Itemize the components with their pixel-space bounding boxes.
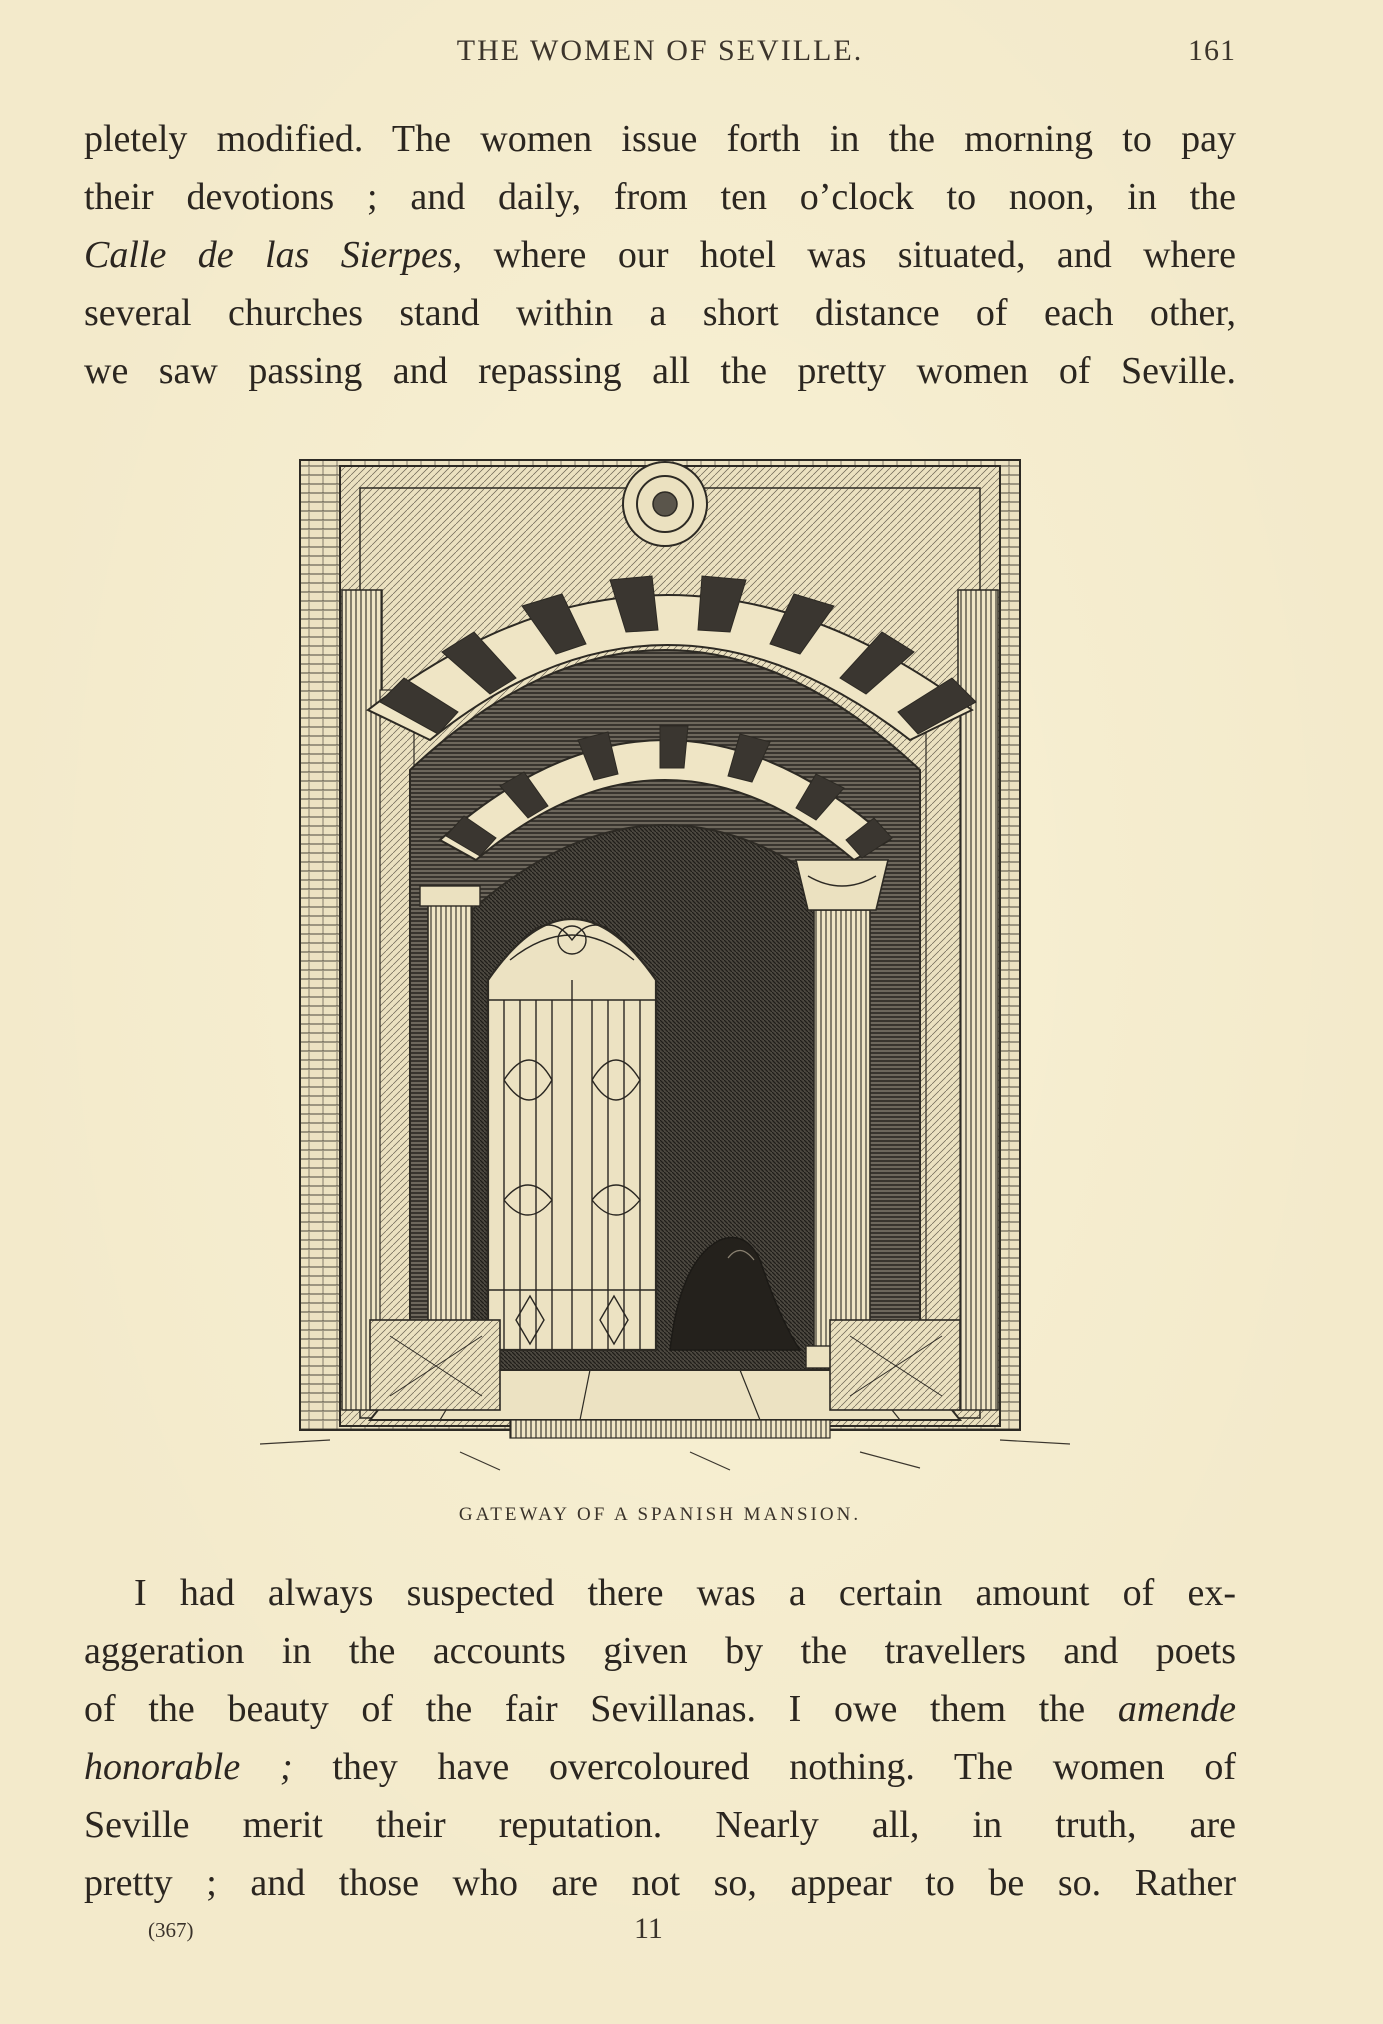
text-line: aggeration in the accounts given by the travellers and poets [84, 1630, 1236, 1672]
page-header [84, 34, 1236, 74]
street-name-italic: Calle de las Sierpes, [84, 234, 463, 276]
text-line [84, 226, 1236, 284]
paragraph-main [84, 1564, 1236, 1912]
text-line: Seville merit their reputation. Nearly all, in truth, are [84, 1804, 1236, 1846]
italic-phrase: honorable ; [84, 1746, 293, 1788]
gathering-mark: 11 [634, 1912, 663, 1945]
printer-signature: (367) [148, 1918, 194, 1942]
text-line: pletely modified. The women issue forth in the morning to pay [84, 118, 1236, 160]
figure-caption: GATEWAY OF A SPANISH MANSION. [458, 1504, 862, 1525]
running-title: THE WOMEN OF SEVILLE. [456, 34, 864, 67]
text-line-start: of the beauty of the fair Sevillanas. I owe them the [84, 1688, 1086, 1730]
italic-phrase: amende [1117, 1688, 1236, 1730]
text-line: I had always suspected there was a certain amount of ex- [134, 1572, 1236, 1614]
text-line-rest: they have overcoloured nothing. The women of [332, 1746, 1236, 1788]
text-line [84, 1738, 1236, 1796]
page-number: 161 [1188, 34, 1236, 67]
page-footer [84, 1912, 1236, 1952]
text-line [84, 1680, 1236, 1738]
text-line: several churches stand within a short distance of each other, [84, 292, 1236, 334]
text-line-rest: where our hotel was situated, and where [493, 234, 1237, 276]
text-line: pretty ; and those who are not so, appear to be so. Rather [84, 1862, 1236, 1904]
text-line: their devotions ; and daily, from ten o’clock to noon, in the [84, 176, 1236, 218]
paragraph-opening [84, 110, 1236, 400]
text-line: we saw passing and repassing all the pretty women of Seville. [84, 350, 1236, 392]
gateway-engraving [260, 440, 1070, 1480]
